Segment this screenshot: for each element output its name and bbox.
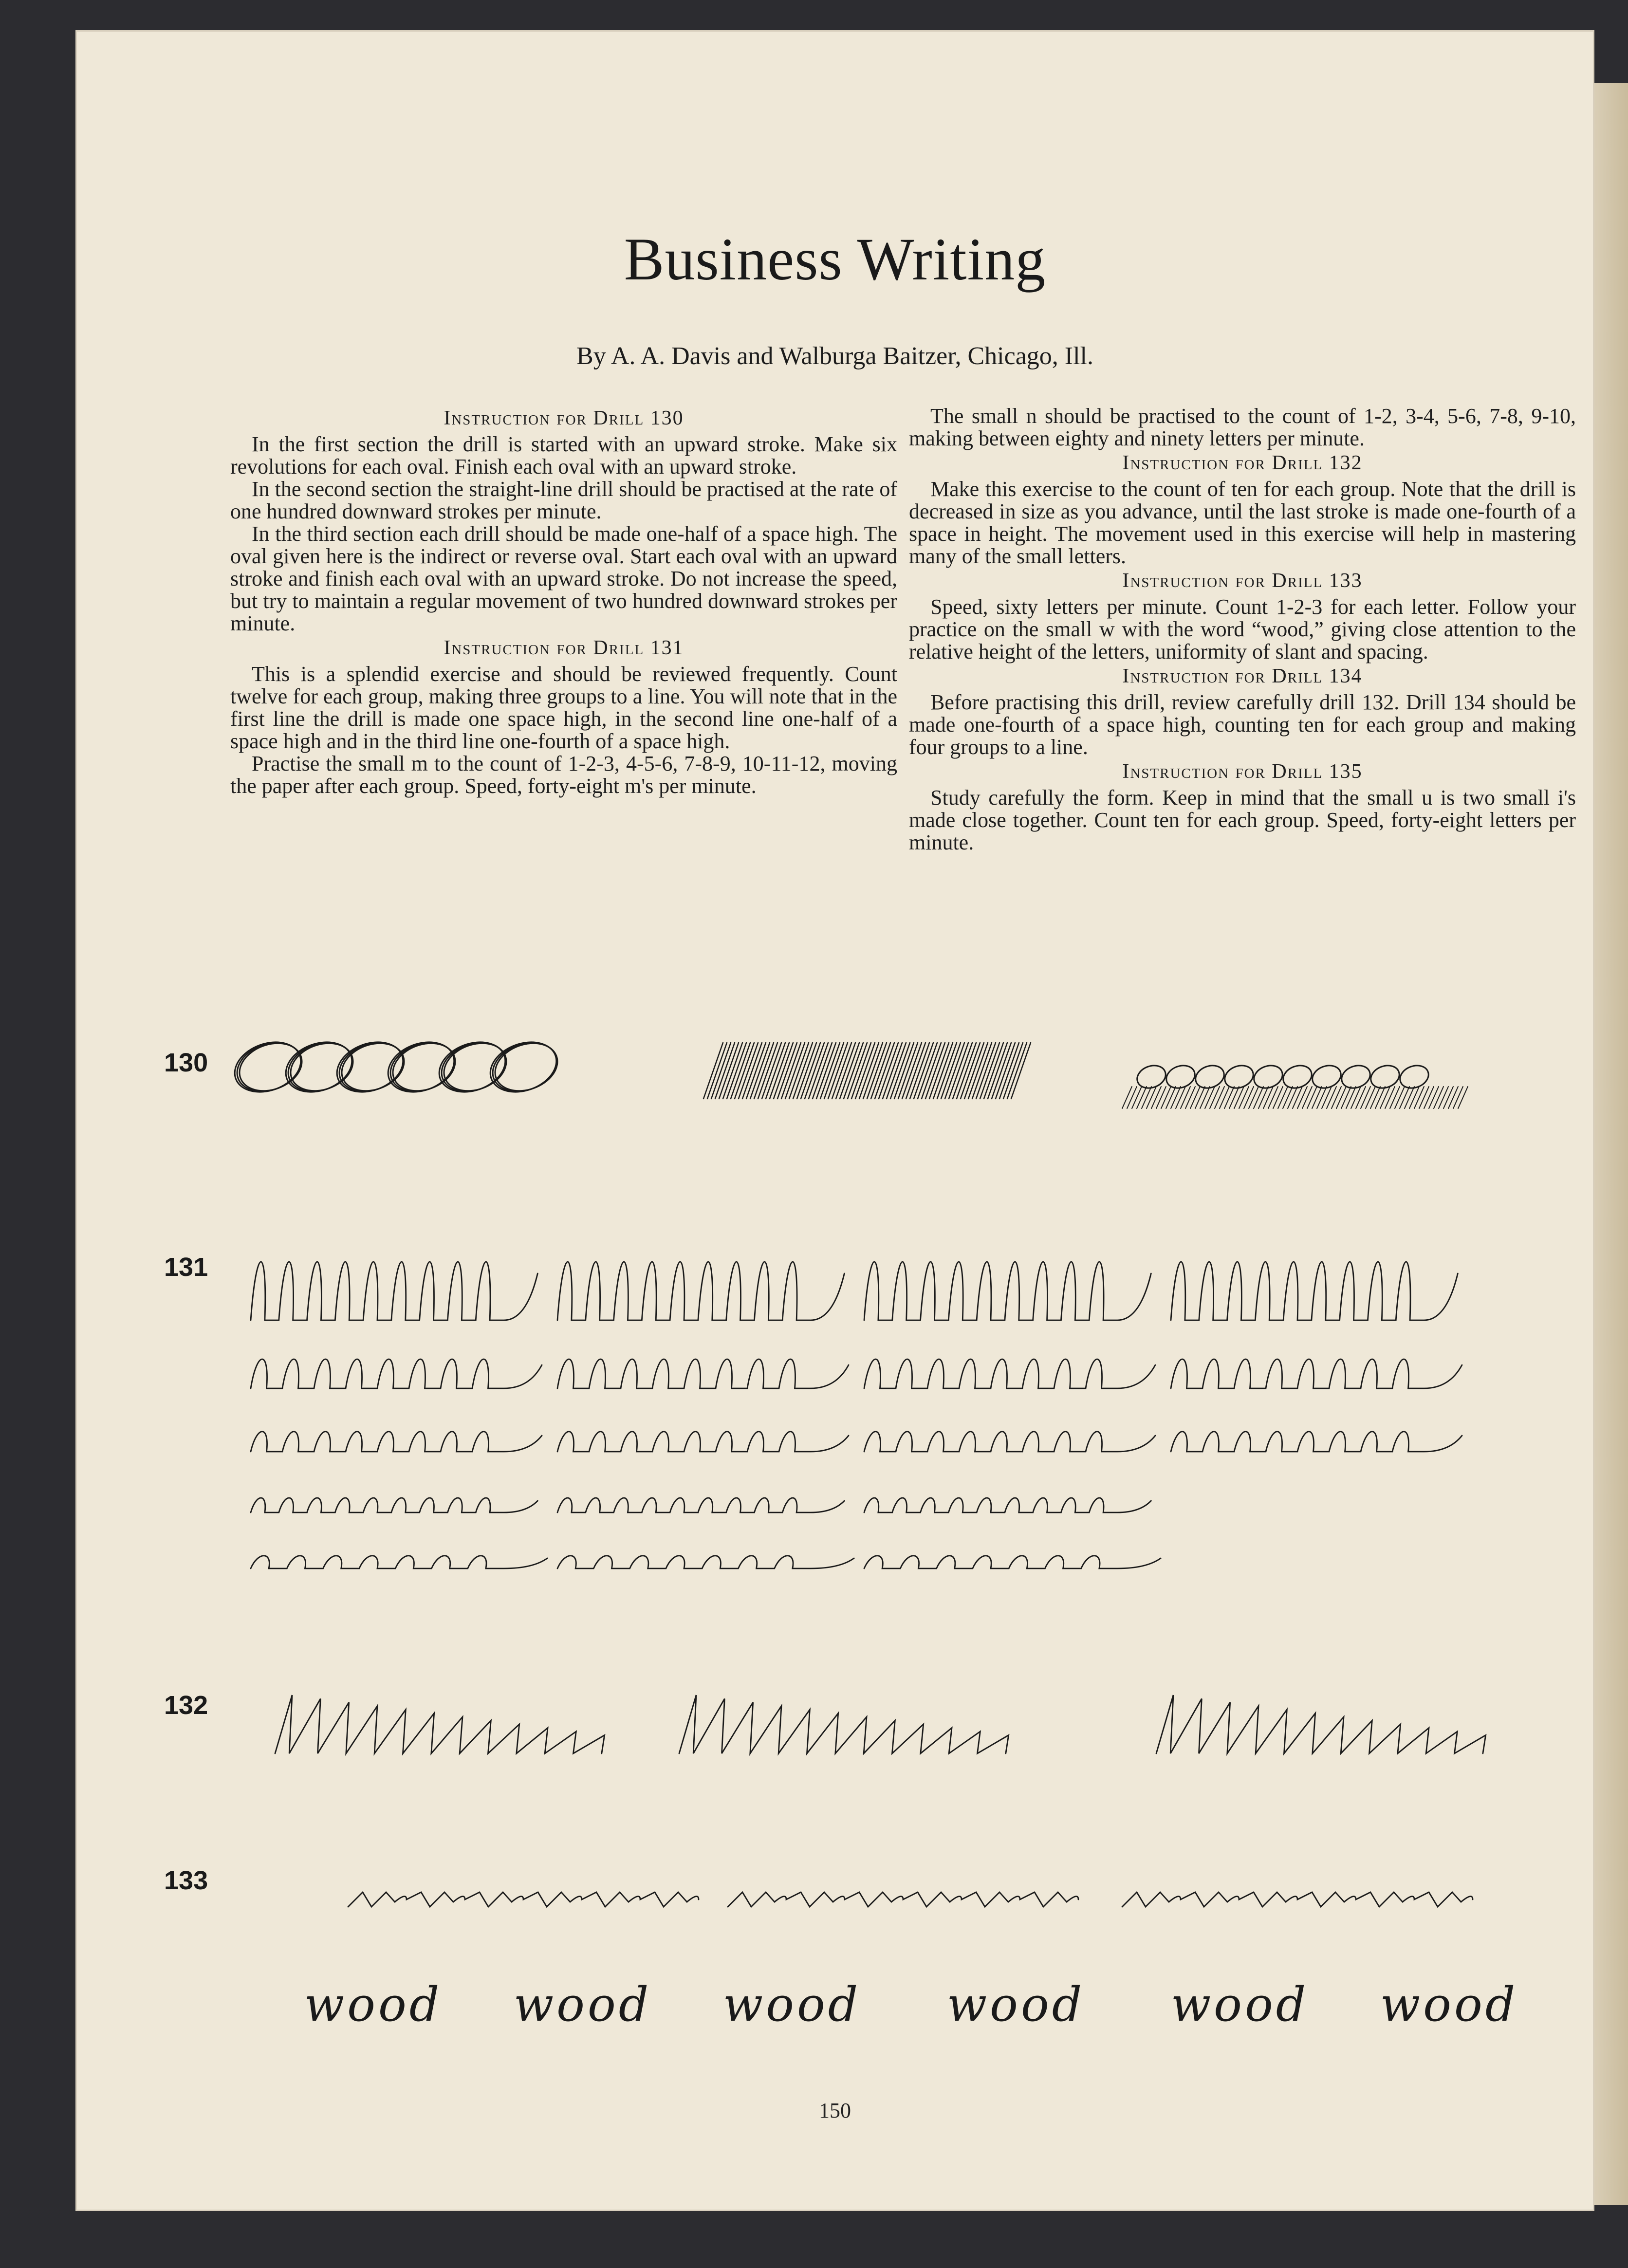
drill-label-133: 133 [164, 1866, 208, 1895]
w-drill-group [348, 1892, 699, 1907]
drill-label-130: 130 [164, 1048, 208, 1077]
byline: By A. A. Davis and Walburga Baitzer, Chicago, Ill. [576, 342, 1093, 370]
reverse-oval-drill [1280, 1062, 1314, 1092]
drill-label-132: 132 [164, 1691, 208, 1720]
m-drill-group [251, 1498, 537, 1512]
instruction-paragraph: In the third section each drill should be made one-half of a space high. The oval given here is the indirect or reverse oval. Start each oval with an upward stroke and finish each oval with an upward stroke. Do not increase the speed, but try to maintain a regular movement of two hundred downward strokes per minute. [230, 522, 897, 635]
wood-word: wood [1171, 1977, 1309, 2032]
m-drill-group [864, 1432, 1155, 1452]
m-drill-group [557, 1262, 844, 1320]
instruction-heading: Instruction for Drill 135 [1122, 760, 1363, 783]
penmanship-drill-specimens [75, 30, 1594, 2211]
m-drill-group [251, 1432, 542, 1452]
w-drill-group [728, 1892, 1078, 1907]
instruction-heading: Instruction for Drill 131 [444, 637, 684, 659]
m-drill-group [557, 1359, 849, 1388]
next-page-edge [1594, 83, 1628, 2205]
instruction-paragraph: Speed, sixty letters per minute. Count 1-2-3 for each letter. Follow your practice on the small w with the word “wood,” giving close attention to the relative height of the letters, uniformity of slant and spacing. [909, 595, 1576, 664]
m-drill-group [251, 1262, 537, 1320]
wood-word: wood [304, 1977, 443, 2032]
reverse-oval-drill [1309, 1062, 1344, 1092]
drill-label-131: 131 [164, 1253, 208, 1282]
page-number: 150 [819, 2099, 851, 2122]
penmanship-drills [75, 30, 1594, 2211]
decreasing-stroke-drill [679, 1695, 1009, 1753]
reverse-oval-drill [1134, 1062, 1168, 1092]
wood-word: wood [947, 1977, 1085, 2032]
m-drill-group [864, 1556, 1161, 1568]
instruction-paragraph: Study carefully the form. Keep in mind that the small u is two small i's made close together. Count ten for each group. Speed, forty-eight letters per minute. [909, 786, 1576, 854]
m-drill-group [557, 1556, 854, 1568]
m-drill-group [251, 1556, 547, 1568]
straight-line-drill [703, 1043, 1031, 1099]
reverse-oval-drill [1251, 1062, 1285, 1092]
instruction-paragraph: The small n should be practised to the count of 1-2, 3-4, 5-6, 7-8, 9-10, making between eighty and ninety letters per minute. [909, 404, 1576, 450]
wood-word: wood [514, 1977, 652, 2032]
instruction-paragraph: In the first section the drill is started with an upward stroke. Make six revolutions for each oval. Finish each oval with an upward stroke. [230, 432, 897, 479]
oval-drill-stroke [488, 1035, 564, 1099]
reverse-oval-drill [1221, 1062, 1256, 1092]
wood-word: wood [723, 1977, 861, 2032]
m-drill-group [557, 1498, 844, 1512]
reverse-oval-drill [1338, 1062, 1373, 1092]
instruction-paragraph: In the second section the straight-line drill should be practised at the rate of one hundred downward strokes per minute. [230, 477, 897, 523]
m-drill-group [1171, 1359, 1462, 1388]
instruction-paragraph: Practise the small m to the count of 1-2-3, 4-5-6, 7-8-9, 10-11-12, moving the paper after each group. Speed, forty-eight m's per minute. [230, 752, 897, 798]
page-title: Business Writing [624, 226, 1046, 293]
decreasing-stroke-drill [275, 1695, 605, 1753]
half-space-line-drill [1122, 1087, 1468, 1108]
wood-word: wood [1380, 1977, 1518, 2032]
m-drill-group [864, 1262, 1151, 1320]
instruction-paragraph: Before practising this drill, review carefully drill 132. Drill 134 should be made one-fourth of a space high, counting ten for each group and making four groups to a line. [909, 690, 1576, 759]
reverse-oval-drill [1397, 1062, 1431, 1092]
instruction-paragraph: Make this exercise to the count of ten for each group. Note that the drill is decreased in size as you advance, until the last stroke is made one-fourth of a space in height. The movement used in this exercise will help in mastering many of the small letters. [909, 477, 1576, 568]
book-page [75, 30, 1594, 2211]
m-drill-group [864, 1498, 1151, 1512]
m-drill-group [251, 1359, 542, 1388]
instruction-heading: Instruction for Drill 134 [1122, 665, 1363, 687]
m-drill-group [1171, 1432, 1462, 1452]
instruction-heading: Instruction for Drill 133 [1122, 570, 1363, 592]
m-drill-group [1171, 1262, 1458, 1320]
reverse-oval-drill [1192, 1062, 1227, 1092]
instruction-heading: Instruction for Drill 132 [1122, 452, 1363, 474]
reverse-oval-drill [1163, 1062, 1198, 1092]
decreasing-stroke-drill [1156, 1695, 1486, 1753]
m-drill-group [557, 1432, 849, 1452]
reverse-oval-drill [1368, 1062, 1402, 1092]
m-drill-group [864, 1359, 1155, 1388]
instruction-heading: Instruction for Drill 130 [444, 407, 684, 429]
w-drill-group [1122, 1892, 1473, 1907]
instruction-paragraph: This is a splendid exercise and should be reviewed frequently. Count twelve for each group, making three groups to a line. You will note that in the first line the drill is made one space high, in the second line one-half of a space high and in the third line one-fourth of a space high. [230, 662, 897, 753]
